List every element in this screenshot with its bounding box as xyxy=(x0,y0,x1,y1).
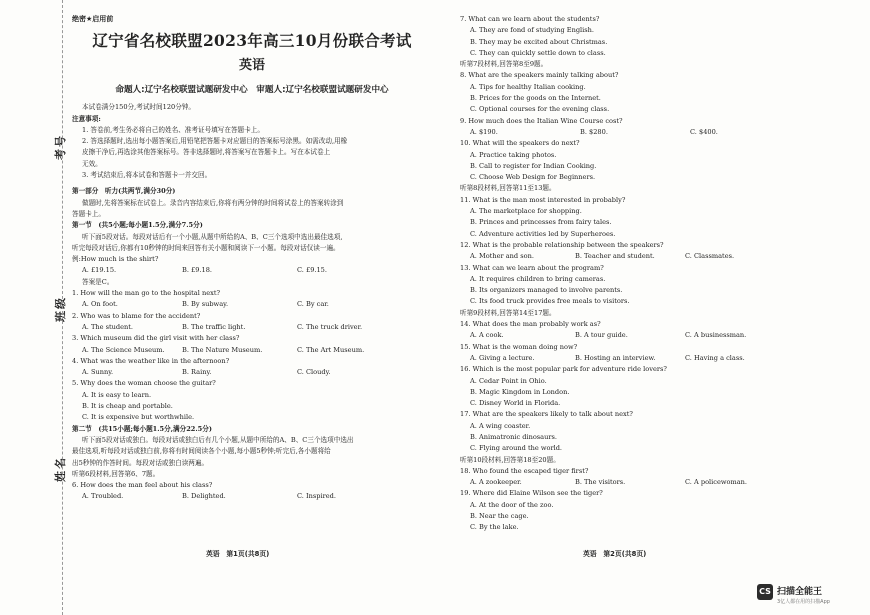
question-3-options xyxy=(72,345,432,356)
question-6-options xyxy=(72,491,432,502)
option-a: A. Giving a lecture. xyxy=(470,353,535,362)
option-c: C. Inspired. xyxy=(297,492,336,501)
question-11: 11. What is the man most interested in probably? xyxy=(460,195,626,204)
exam-number-label: 考号 xyxy=(54,134,67,160)
class-label: 班级 xyxy=(54,296,67,322)
question-17: 17. What are the speakers likely to talk about next? xyxy=(460,410,633,419)
option-b: B. The traffic light. xyxy=(182,322,246,331)
question-15: 15. What is the woman doing now? xyxy=(460,342,578,351)
question-11-option-b: B. Princes and princesses from fairy tales. xyxy=(470,218,612,227)
question-19-option-a: A. At the door of the zoo. xyxy=(470,500,554,509)
exam-title: 辽宁省名校联盟2023年高三10月份联合考试 xyxy=(92,31,412,51)
camscanner-logo-icon: CS xyxy=(757,584,773,600)
question-12: 12. What is the probable relationship between the speakers? xyxy=(460,240,664,249)
material-6-heading: 听第6段材料,回答第6、7题。 xyxy=(72,469,160,478)
option-a: A. A cook. xyxy=(470,331,504,340)
option-a: A. $190. xyxy=(470,127,498,136)
section-2-desc-line-1: 听下面5段对话或独白。每段对话或独白后有几个小题,从题中所给的A、B、C三个选项中选出 xyxy=(82,435,354,444)
subject-title: 英语 xyxy=(238,58,265,74)
example-answer: 答案是C。 xyxy=(82,277,114,286)
option-a: A. A zookeeper. xyxy=(470,478,522,487)
question-10-option-a: A. Practice taking photos. xyxy=(470,150,557,159)
question-7: 7. What can we learn about the students? xyxy=(460,15,600,23)
question-10-option-c: C. Choose Web Design for Beginners. xyxy=(470,173,596,182)
question-9: 9. How much does the Italian Wine Course cost? xyxy=(460,116,623,125)
option-b: B. By subway. xyxy=(182,300,229,309)
scanner-watermark xyxy=(757,582,867,612)
section-1-desc-line-1: 听下面5段对话。每段对话后有一个小题,从题中所给的A、B、C三个选项中选出最佳选项, xyxy=(82,232,343,241)
question-19: 19. Where did Elaine Wilson see the tiger? xyxy=(460,489,603,498)
option-b: B. £9.18. xyxy=(182,266,213,275)
question-16-option-a: A. Cedar Point in Ohio. xyxy=(470,376,547,385)
question-5: 5. Why does the woman choose the guitar? xyxy=(72,379,216,388)
question-8-option-b: B. Prices for the goods on the Internet. xyxy=(470,94,601,103)
page-1-footer: 英语 第1页(共8页) xyxy=(206,550,270,558)
option-a: A. Mother and son. xyxy=(470,252,534,261)
option-c: C. By car. xyxy=(297,300,329,309)
note-2-line-2: 皮擦干净后,再选涂其他答案标号。答非选择题时,将答案写在答题卡上。写在本试卷上 xyxy=(82,148,331,157)
intro-text: 本试卷满分150分,考试时间120分钟。 xyxy=(82,103,195,112)
option-a: A. The student. xyxy=(82,322,133,331)
option-c: C. Classmates. xyxy=(685,252,735,261)
option-c: C. The Art Museum. xyxy=(297,345,365,354)
section-2-heading: 第二节 (共15小题;每小题1.5分,满分22.5分) xyxy=(72,424,212,433)
question-7-option-c: C. They can quickly settle down to class. xyxy=(470,48,606,57)
question-14-options xyxy=(460,330,845,341)
section-2-desc-line-2: 最佳选项,听每段对话或独白前,你将有时间阅读各个小题,每小题5秒钟;听完后,各小题将给 xyxy=(72,447,331,456)
confidential-mark: 绝密★启用前 xyxy=(72,15,114,23)
option-a: A. Troubled. xyxy=(82,492,124,501)
question-18: 18. Who found the escaped tiger first? xyxy=(460,466,589,475)
question-8-option-a: A. Tips for healthy Italian cooking. xyxy=(470,82,586,91)
question-19-option-c: C. By the lake. xyxy=(470,523,519,532)
page-2-footer: 英语 第2页(共8页) xyxy=(583,550,647,558)
note-3: 3. 考试结束后,将本试卷和答题卡一并交回。 xyxy=(82,171,212,180)
option-c: C. Cloudy. xyxy=(297,368,331,377)
authors-line: 命题人:辽宁名校联盟试题研发中心 审题人:辽宁名校联盟试题研发中心 xyxy=(115,85,389,96)
option-c: C. The truck driver. xyxy=(297,322,363,331)
question-11-option-a: A. The marketplace for shopping. xyxy=(470,207,582,216)
question-16: 16. Which is the most popular park for adventure ride lovers? xyxy=(460,365,667,374)
question-12-options xyxy=(460,251,845,262)
question-9-options xyxy=(460,127,845,138)
scanner-tagline: 3亿人都在用的扫描App xyxy=(777,599,830,605)
section-1-desc-line-2: 听完每段对话后,你都有10秒钟的时间来回答有关小题和阅读下一小题。每段对话仅读一遍。 xyxy=(72,243,340,252)
question-7-option-b: B. They may be excited about Christmas. xyxy=(470,37,608,46)
option-c: C. £9.15. xyxy=(297,266,327,275)
option-c: C. $400. xyxy=(690,127,718,136)
question-15-options xyxy=(460,353,845,364)
question-6: 6. How does the man feel about his class? xyxy=(72,481,213,490)
option-a: A. Sunny. xyxy=(82,368,114,377)
question-14: 14. What does the man probably work as? xyxy=(460,320,601,329)
part-1-heading: 第一部分 听力(共两节,满分30分) xyxy=(72,187,176,196)
option-b: B. Hosting an interview. xyxy=(575,353,656,362)
option-b: B. A tour guide. xyxy=(575,331,628,340)
option-c: C. A businessman. xyxy=(685,331,747,340)
option-c: C. A policewoman. xyxy=(685,478,748,487)
question-10: 10. What will the speakers do next? xyxy=(460,139,580,148)
question-4: 4. What was the weather like in the afternoon? xyxy=(72,356,230,365)
question-3: 3. Which museum did the girl visit with her class? xyxy=(72,334,240,343)
question-5-option-c: C. It is expensive but worthwhile. xyxy=(82,413,195,422)
option-a: A. £19.15. xyxy=(82,266,117,275)
question-19-option-b: B. Near the cage. xyxy=(470,512,529,521)
question-13-option-c: C. Its food truck provides free meals to visitors. xyxy=(470,297,630,306)
question-10-option-b: B. Call to register for Indian Cooking. xyxy=(470,161,597,170)
question-17-option-c: C. Flying around the world. xyxy=(470,444,563,453)
question-8-option-c: C. Optional courses for the evening class. xyxy=(470,105,610,114)
question-16-option-b: B. Magic Kingdom in London. xyxy=(470,387,570,396)
question-7-option-a: A. They are fond of studying English. xyxy=(470,26,595,35)
question-8: 8. What are the speakers mainly talking about? xyxy=(460,71,619,80)
option-b: B. Rainy. xyxy=(182,368,212,377)
question-5-option-a: A. It is easy to learn. xyxy=(82,390,152,399)
note-1: 1. 答卷前,考生务必将自己的姓名、准考证号填写在答题卡上。 xyxy=(82,125,264,134)
option-b: B. Delighted. xyxy=(182,492,226,501)
page-2-column xyxy=(460,14,845,534)
question-13: 13. What can we learn about the program? xyxy=(460,263,604,272)
question-2: 2. Who was to blame for the accident? xyxy=(72,311,201,320)
part-1-desc-line-1: 做题时,先将答案标在试卷上。录音内容结束后,你将有两分钟的时间将试卷上的答案转涂到 xyxy=(82,198,344,207)
option-a: A. On foot. xyxy=(82,300,118,309)
binding-margin xyxy=(0,0,67,615)
question-18-options xyxy=(460,477,845,488)
note-2-line-3: 无效。 xyxy=(82,159,102,168)
option-c: C. Having a class. xyxy=(685,353,745,362)
binding-dash-line xyxy=(62,0,63,615)
option-b: B. Teacher and student. xyxy=(575,252,655,261)
section-1-heading: 第一节 (共5小题;每小题1.5分,满分7.5分) xyxy=(72,221,203,230)
option-b: B. $280. xyxy=(580,127,608,136)
name-label: 姓名 xyxy=(54,456,67,482)
option-a: A. The Science Museum. xyxy=(82,345,165,354)
material-7-heading: 听第7段材料,回答第8至9题。 xyxy=(460,60,548,69)
option-b: B. The Nature Museum. xyxy=(182,345,263,354)
option-b: B. The visitors. xyxy=(575,478,626,487)
scanner-app-name: 扫描全能王 xyxy=(777,587,823,597)
question-11-option-c: C. Adventure activities led by Superheroes. xyxy=(470,229,616,238)
note-2-line-1: 2. 答选择题时,选出每小题答案后,用铅笔把答题卡对应题目的答案标号涂黑。如需改动,用橡 xyxy=(82,137,348,146)
question-13-option-b: B. Its organizers managed to involve parents. xyxy=(470,286,623,295)
question-1: 1. How will the man go to the hospital next? xyxy=(72,289,220,298)
material-10-heading: 听第10段材料,回答第18至20题。 xyxy=(460,455,560,464)
question-17-option-a: A. A wing coaster. xyxy=(470,421,531,430)
part-1-desc-line-2: 答题卡上。 xyxy=(72,209,105,218)
question-4-options xyxy=(72,367,432,378)
question-1-options xyxy=(72,299,432,310)
question-16-option-c: C. Disney World in Florida. xyxy=(470,399,561,408)
example-question: 例:How much is the shirt? xyxy=(72,255,159,264)
question-2-options xyxy=(72,322,432,333)
question-17-option-b: B. Animatronic dinosaurs. xyxy=(470,432,557,441)
material-8-heading: 听第8段材料,回答第11至13题。 xyxy=(460,184,556,193)
section-2-desc-line-3: 出5秒钟的作答时间。每段对话或独白读两遍。 xyxy=(72,458,209,467)
example-options xyxy=(72,265,432,276)
notes-heading: 注意事项: xyxy=(72,114,101,123)
material-9-heading: 听第9段材料,回答第14至17题。 xyxy=(460,308,556,317)
question-5-option-b: B. It is cheap and portable. xyxy=(82,402,173,411)
question-13-option-a: A. It requires children to bring cameras. xyxy=(470,274,606,283)
page-1-column xyxy=(72,14,432,503)
